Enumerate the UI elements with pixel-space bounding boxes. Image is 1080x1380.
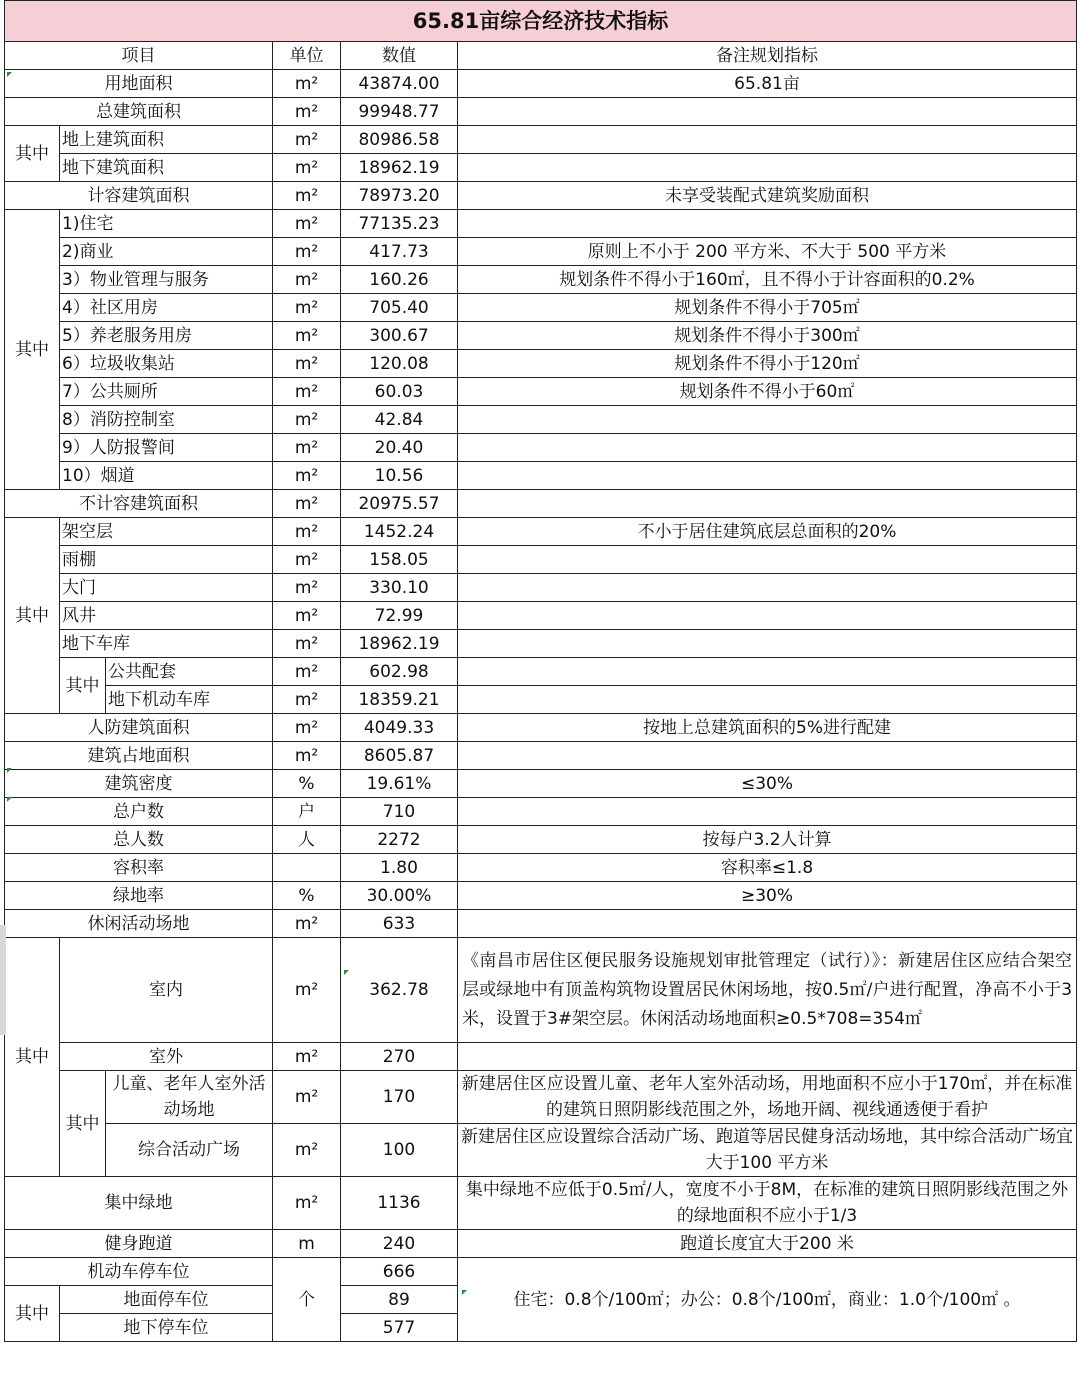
cell-value: 20975.57 (341, 490, 458, 518)
cell-value: 240 (341, 1230, 458, 1258)
cell-value: 666 (341, 1258, 458, 1286)
cell-item: 大门 (60, 574, 273, 602)
cell-remark: 集中绿地不应低于0.5㎡/人，宽度不小于8M，在标准的建筑日照阴影线范围之外的绿地面积不应小于1/3 (458, 1177, 1077, 1230)
cell-unit: m² (273, 406, 341, 434)
cell-corner-mark (7, 72, 12, 77)
cell-remark: 规划条件不得小于120㎡ (458, 350, 1077, 378)
header-unit: 单位 (273, 42, 341, 70)
cell-unit: m² (273, 714, 341, 742)
row-far-floor (5, 182, 1077, 210)
cell-item: 地下停车位 (60, 1314, 273, 1342)
row-non-far-item (5, 630, 1077, 658)
cell-value: 18962.19 (341, 630, 458, 658)
row-indoor (5, 938, 1077, 1043)
group-label-non-far: 其中 (5, 518, 60, 714)
row-far-item (5, 294, 1077, 322)
cell-value: 602.98 (341, 658, 458, 686)
row-civil-defense (5, 714, 1077, 742)
header-remark: 备注规划指标 (458, 42, 1077, 70)
cell-value: 1.80 (341, 854, 458, 882)
cell-remark (458, 630, 1077, 658)
row-far-item (5, 434, 1077, 462)
row-non-far-item (5, 574, 1077, 602)
cell-unit: m² (273, 322, 341, 350)
cell-item: 10）烟道 (60, 462, 273, 490)
cell-value: 20.40 (341, 434, 458, 462)
row-far (5, 854, 1077, 882)
row-track (5, 1230, 1077, 1258)
cell-value: 330.10 (341, 574, 458, 602)
cell-item: 2)商业 (60, 238, 273, 266)
cell-remark: 新建居住区应设置综合活动广场、跑道等居民健身活动场地，其中综合活动广场宜大于100 平方米 (458, 1124, 1077, 1177)
cell-remark: 不小于居住建筑底层总面积的20% (458, 518, 1077, 546)
cell-unit: 人 (273, 826, 341, 854)
cell-value: 170 (341, 1071, 458, 1124)
cell-remark: 规划条件不得小于60㎡ (458, 378, 1077, 406)
cell-item: 综合活动广场 (106, 1124, 273, 1177)
cell-unit: m² (273, 518, 341, 546)
row-below-ground (5, 154, 1077, 182)
cell-item: 不计容建筑面积 (5, 490, 273, 518)
cell-unit: m² (273, 350, 341, 378)
cell-unit: m² (273, 182, 341, 210)
row-far-item (5, 350, 1077, 378)
header-row (5, 42, 1077, 70)
cell-unit: m² (273, 742, 341, 770)
cell-unit: m² (273, 210, 341, 238)
cell-item: 人防建筑面积 (5, 714, 273, 742)
cell-item: 休闲活动场地 (5, 910, 273, 938)
cell-unit: % (273, 770, 341, 798)
cell-unit: m² (273, 462, 341, 490)
cell-item: 1)住宅 (60, 210, 273, 238)
cell-unit: m² (273, 1043, 341, 1071)
cell-unit: m² (273, 434, 341, 462)
cell-value: 120.08 (341, 350, 458, 378)
row-population (5, 826, 1077, 854)
cell-item: 3）物业管理与服务 (60, 266, 273, 294)
scan-edge-shadow (0, 925, 6, 1035)
cell-remark (458, 1043, 1077, 1071)
row-far-item (5, 406, 1077, 434)
cell-value: 1452.24 (341, 518, 458, 546)
cell-value: 417.73 (341, 238, 458, 266)
cell-item: 建筑占地面积 (5, 742, 273, 770)
cell-remark (458, 574, 1077, 602)
cell-remark: 规划条件不得小于705㎡ (458, 294, 1077, 322)
row-land-area (5, 70, 1077, 98)
cell-corner-mark (462, 1290, 467, 1295)
group-label-outdoor: 其中 (60, 1071, 106, 1177)
cell-item: 架空层 (60, 518, 273, 546)
cell-remark (458, 546, 1077, 574)
cell-remark (458, 798, 1077, 826)
cell-unit: m² (273, 1071, 341, 1124)
cell-unit: m² (273, 378, 341, 406)
cell-remark: 《南昌市居住区便民服务设施规划审批管理定（试行）》：新建居住区应结合架空层或绿地中有顶盖构筑物设置居民休闲场地，按0.5㎡/户进行配置，净高不小于3米，设置于3#架空层。休闲活动场地面积≥0.5*708=354㎡ (458, 938, 1077, 1043)
cell-unit: m² (273, 238, 341, 266)
cell-item: 室内 (60, 938, 273, 1043)
group-label-far: 其中 (5, 210, 60, 490)
cell-remark (458, 910, 1077, 938)
cell-remark: ≤30% (458, 770, 1077, 798)
header-item: 项目 (5, 42, 273, 70)
row-non-far-item (5, 602, 1077, 630)
cell-value: 43874.00 (341, 70, 458, 98)
cell-item: 地下机动车库 (106, 686, 273, 714)
cell-unit: m² (273, 294, 341, 322)
cell-value: 158.05 (341, 546, 458, 574)
row-above-ground (5, 126, 1077, 154)
row-density (5, 770, 1077, 798)
row-plaza (5, 1124, 1077, 1177)
cell-value: 99948.77 (341, 98, 458, 126)
cell-unit: m² (273, 98, 341, 126)
cell-item: 9）人防报警间 (60, 434, 273, 462)
cell-item: 雨棚 (60, 546, 273, 574)
cell-value: 78973.20 (341, 182, 458, 210)
indicator-sheet (4, 0, 1076, 1342)
cell-remark: 容积率≤1.8 (458, 854, 1077, 882)
cell-unit: 个 (273, 1258, 341, 1342)
cell-item: 用地面积 (5, 70, 273, 98)
cell-remark: 跑道长度宜大于200 米 (458, 1230, 1077, 1258)
cell-item: 地下车库 (60, 630, 273, 658)
cell-item: 儿童、老年人室外活动场地 (106, 1071, 273, 1124)
sheet-title: 65.81亩综合经济技术指标 (5, 1, 1077, 42)
cell-unit: m² (273, 70, 341, 98)
header-value: 数值 (341, 42, 458, 70)
cell-value: 100 (341, 1124, 458, 1177)
row-far-item (5, 378, 1077, 406)
cell-value: 270 (341, 1043, 458, 1071)
cell-value: 633 (341, 910, 458, 938)
cell-remark (458, 126, 1077, 154)
cell-value: 19.61% (341, 770, 458, 798)
cell-unit: m² (273, 1177, 341, 1230)
cell-unit: m² (273, 938, 341, 1043)
cell-unit: m² (273, 574, 341, 602)
cell-value: 60.03 (341, 378, 458, 406)
row-non-far-item (5, 518, 1077, 546)
cell-value: 10.56 (341, 462, 458, 490)
cell-value: 300.67 (341, 322, 458, 350)
cell-remark: 按每户3.2人计算 (458, 826, 1077, 854)
cell-item: 容积率 (5, 854, 273, 882)
group-label-parking: 其中 (5, 1286, 60, 1342)
cell-item: 8）消防控制室 (60, 406, 273, 434)
cell-value: 710 (341, 798, 458, 826)
cell-item: 建筑密度 (5, 770, 273, 798)
cell-item: 总人数 (5, 826, 273, 854)
cell-remark: 规划条件不得小于300㎡ (458, 322, 1077, 350)
cell-remark (458, 98, 1077, 126)
cell-item: 总户数 (5, 798, 273, 826)
cell-item: 地面停车位 (60, 1286, 273, 1314)
cell-remark (458, 406, 1077, 434)
cell-corner-mark (344, 970, 349, 975)
cell-value: 2272 (341, 826, 458, 854)
cell-unit: % (273, 882, 341, 910)
cell-remark (458, 658, 1077, 686)
cell-unit: m² (273, 1124, 341, 1177)
row-non-far-item (5, 546, 1077, 574)
row-central-green (5, 1177, 1077, 1230)
row-outdoor (5, 1043, 1077, 1071)
cell-remark: 住宅：0.8个/100㎡；办公：0.8个/100㎡，商业：1.0个/100㎡ 。 (458, 1258, 1077, 1342)
row-far-item (5, 266, 1077, 294)
cell-unit: m² (273, 266, 341, 294)
cell-remark (458, 490, 1077, 518)
cell-value: 42.84 (341, 406, 458, 434)
cell-value: 705.40 (341, 294, 458, 322)
cell-unit: 户 (273, 798, 341, 826)
cell-item: 室外 (60, 1043, 273, 1071)
row-far-item (5, 238, 1077, 266)
cell-corner-mark (7, 768, 12, 773)
cell-item: 集中绿地 (5, 1177, 273, 1230)
cell-item: 7）公共厕所 (60, 378, 273, 406)
cell-unit: m² (273, 658, 341, 686)
row-far-item (5, 210, 1077, 238)
cell-unit: m² (273, 602, 341, 630)
cell-remark: 未享受装配式建筑奖励面积 (458, 182, 1077, 210)
cell-item: 地下建筑面积 (60, 154, 273, 182)
cell-value: 89 (341, 1286, 458, 1314)
cell-item: 6）垃圾收集站 (60, 350, 273, 378)
cell-item: 计容建筑面积 (5, 182, 273, 210)
cell-remark (458, 210, 1077, 238)
cell-value: 77135.23 (341, 210, 458, 238)
cell-remark: ≥30% (458, 882, 1077, 910)
cell-remark (458, 602, 1077, 630)
cell-value: 8605.87 (341, 742, 458, 770)
row-non-far-floor (5, 490, 1077, 518)
cell-remark: 按地上总建筑面积的5%进行配建 (458, 714, 1077, 742)
cell-item: 总建筑面积 (5, 98, 273, 126)
cell-item: 风井 (60, 602, 273, 630)
group-label-garage: 其中 (60, 658, 106, 714)
cell-item: 公共配套 (106, 658, 273, 686)
cell-item: 健身跑道 (5, 1230, 273, 1258)
cell-value: 4049.33 (341, 714, 458, 742)
cell-unit (273, 854, 341, 882)
cell-value: 72.99 (341, 602, 458, 630)
cell-remark (458, 154, 1077, 182)
cell-unit: m (273, 1230, 341, 1258)
cell-remark (458, 462, 1077, 490)
row-children-elderly (5, 1071, 1077, 1124)
row-total-floor (5, 98, 1077, 126)
row-garage-item (5, 686, 1077, 714)
row-green-ratio (5, 882, 1077, 910)
row-leisure (5, 910, 1077, 938)
cell-unit: m² (273, 154, 341, 182)
cell-remark (458, 686, 1077, 714)
cell-remark: 新建居住区应设置儿童、老年人室外活动场，用地面积不应小于170㎡，并在标准的建筑日照阴影线范围之外，场地开阔、视线通透便于看护 (458, 1071, 1077, 1124)
group-label-floor: 其中 (5, 126, 60, 182)
cell-value: 1136 (341, 1177, 458, 1230)
cell-unit: m² (273, 910, 341, 938)
cell-value: 362.78 (341, 938, 458, 1043)
cell-item: 5）养老服务用房 (60, 322, 273, 350)
cell-remark: 65.81亩 (458, 70, 1077, 98)
cell-item: 地上建筑面积 (60, 126, 273, 154)
row-far-item (5, 322, 1077, 350)
cell-value: 577 (341, 1314, 458, 1342)
cell-value: 18962.19 (341, 154, 458, 182)
cell-value: 160.26 (341, 266, 458, 294)
cell-unit: m² (273, 546, 341, 574)
group-label-leisure: 其中 (5, 938, 60, 1177)
cell-item: 绿地率 (5, 882, 273, 910)
cell-item: 机动车停车位 (5, 1258, 273, 1286)
cell-remark (458, 434, 1077, 462)
indicator-table (4, 0, 1077, 1342)
row-footprint (5, 742, 1077, 770)
cell-value: 80986.58 (341, 126, 458, 154)
cell-unit: m² (273, 686, 341, 714)
cell-unit: m² (273, 630, 341, 658)
row-households (5, 798, 1077, 826)
cell-corner-mark (7, 797, 12, 802)
cell-remark: 规划条件不得小于160㎡，且不得小于计容面积的0.2% (458, 266, 1077, 294)
cell-remark (458, 742, 1077, 770)
row-garage-item (5, 658, 1077, 686)
cell-value: 30.00% (341, 882, 458, 910)
cell-item: 4）社区用房 (60, 294, 273, 322)
cell-remark: 原则上不小于 200 平方米、不大于 500 平方米 (458, 238, 1077, 266)
cell-value: 18359.21 (341, 686, 458, 714)
row-far-item (5, 462, 1077, 490)
cell-unit: m² (273, 490, 341, 518)
row-parking (5, 1258, 1077, 1286)
cell-unit: m² (273, 126, 341, 154)
